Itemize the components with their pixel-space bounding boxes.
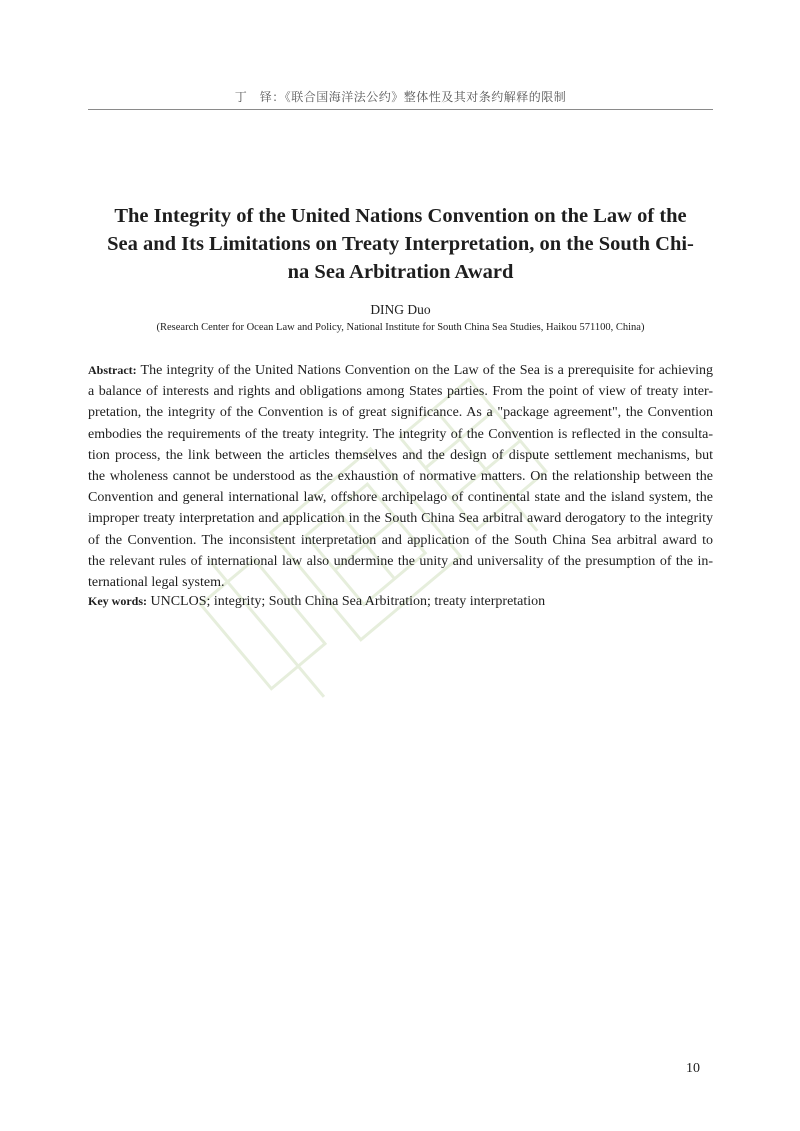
abstract-line: Convention and general international law, offshore archipelago of continental state and the island system, the	[88, 490, 713, 506]
abstract-line: of the Convention. The inconsistent interpretation and application of the South China Sea arbitral award to	[88, 532, 713, 548]
title-line: Sea and Its Limitations on Treaty Interpretation, on the South Chi-	[107, 233, 694, 255]
abstract-line: improper treaty interpretation and application in the South China Sea arbitral award derogatory to the integrity	[88, 511, 713, 527]
author-name: DING Duo	[370, 302, 431, 317]
running-header: 丁 铎：《联合国海洋法公约》整体性及其对条约解释的限制	[234, 90, 567, 104]
abstract-line: the relevant rules of international law also undermine the unity and universality of the presumption of the in-	[88, 553, 713, 569]
abstract-line: ternational legal system.	[88, 574, 225, 590]
keywords-label: Key words:	[88, 594, 147, 608]
title-line: The Integrity of the United Nations Convention on the Law of the	[114, 205, 687, 227]
keywords	[88, 594, 713, 610]
abstract-line	[88, 360, 713, 381]
abstract	[88, 360, 713, 593]
abstract-label: Abstract:	[88, 363, 137, 377]
author-affiliation: (Research Center for Ocean Law and Policy, National Institute for South China Sea Studies, Haikou 571100, China)	[156, 322, 645, 333]
abstract-line: pretation, the integrity of the Convention is of great significance. As a "package agreement", the Convention	[88, 405, 713, 421]
abstract-line: a balance of interests and rights and obligations among States parties. From the point of view of treaty inter-	[88, 384, 713, 400]
abstract-line: the wholeness cannot be understood as the exhaustion of normative matters. On the relationship between the	[88, 468, 713, 484]
abstract-line: tion process, the link between the articles themselves and the design of dispute settlement mechanisms, but	[88, 447, 713, 463]
abstract-text: The integrity of the United Nations Convention on the Law of the Sea is a prerequisite for achieving	[140, 363, 713, 378]
title-line: na Sea Arbitration Award	[287, 261, 514, 283]
header-divider	[88, 109, 713, 110]
abstract-line: embodies the requirements of the treaty integrity. The integrity of the Convention is reflected in the consulta-	[88, 426, 713, 442]
keywords-text: UNCLOS; integrity; South China Sea Arbitration; treaty interpretation	[150, 594, 546, 609]
page-number: 10	[686, 1061, 700, 1076]
article-title	[88, 202, 713, 286]
